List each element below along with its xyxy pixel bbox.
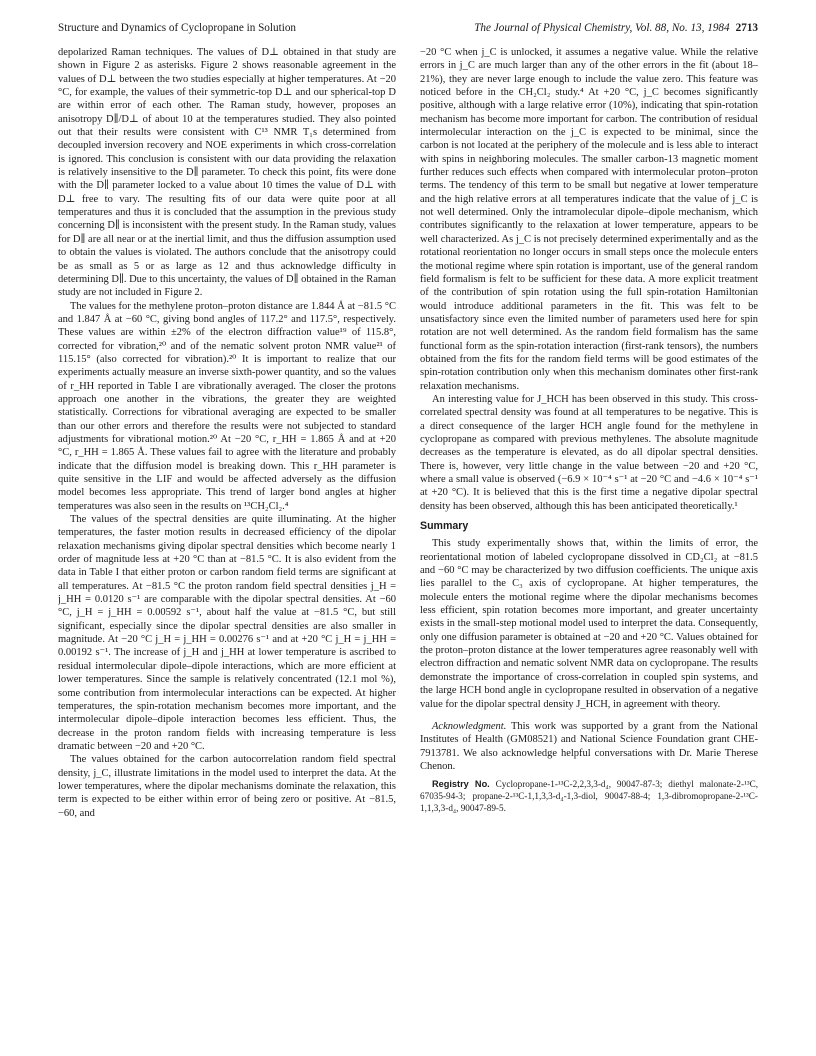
running-header xyxy=(58,20,758,36)
registry-text: Cyclopropane-1-¹³C-2,2,3,3-d₄, 90047-87-3; diethyl malonate-2-¹³C, 67035-94-3; propane-2-¹³C-1,1,3,3-d₄-1,3-diol, 90047-88-4; 1,3-dibromopropane-2-¹³C-1,1,3,3-d₄, 90047-89-5. xyxy=(420,779,758,814)
summary-heading: Summary xyxy=(420,520,469,533)
journal-name: The Journal of Physical Chemistry, Vol. 88, No. 13, 1984 xyxy=(474,22,730,34)
paragraph: The values of the spectral densities are quite illuminating. At the higher temperatures, the faster motion results in decreased efficiency of the dipolar relaxation mechanisms giving dipolar spectral densities which become nearly 1 order of magnitude less at +20 °C than at −81.5 °C. It is also evident from the data in Table I that either proton or carbon random field terms are significant at all temperatures. At −81.5 °C the proton random field spectral densities j_H = j_HH = 0.0120 s⁻¹ are comparable with the dipolar spectral densities. At −60 °C, j_H = j_HH = 0.00592 s⁻¹, about half the value at −81.5 °C, but still significant, especially since the dipolar spectral densities are also smaller in magnitude. At −20 °C j_H = j_HH = 0.00276 s⁻¹ and at +20 °C j_H = j_HH = 0.00192 s⁻¹. The increase of j_H and j_HH at lower temperature is ascribed to residual intermolecular dipole–dipole interactions, which are more efficient at lower temperatures. Since the sample is relatively concentrated (12.1 mol %), some contribution from intermolecular interactions can be expected. At higher temperatures, the spin-rotation mechanism becomes more important, and the intermolecular dipole–dipole interaction becomes less efficient. Thus, the decrease in the proton random fields with increasing temperature is less dramatic between −20 and +20 °C. xyxy=(58,514,396,752)
acknowledgment-label: Acknowledgment. xyxy=(432,720,507,732)
page-number: 2713 xyxy=(735,22,758,34)
paragraph: depolarized Raman techniques. The values of D⊥ obtained in that study are shown in Figure 2 as asterisks. Figure 2 shows reasonable agreement in the values of D⊥ between the two studies especially at higher temperatures. At −20 °C, for example, the values of their symmetric-top D⊥ and our spherical-top D are within error of each other. The Raman study, however, proposes an anisotropy D∥/D⊥ of about 10 at the temperatures studied. They also pointed out that their results were consistent with C¹³ NMR T₁s determined from decoupled inversion recovery and NOE experiments in which cross-correlation is ignored. This conclusion is consistent with our data providing the relaxation is relatively insensitive to the D∥ parameter. To check this point, fits were done with the D∥ parameter locked to a value about 10 times the value of D⊥ with D⊥ free to vary. The resulting fits of our data were quite poor at all temperatures and thus it is concluded that the assumption in the previous study concerning D∥ is inconsistent with the present study. In the Raman study, values for D∥ are all near or at the inertial limit, and thus the diffusion assumption used to obtain the values is violated. The authors conclude that the anisotropy could be as small as 5 or as large as 12 and thus acknowledge difficulty in determining D∥. Due to this uncertainty, the values of D∥ obtained in the Raman study are not included in Figure 2. xyxy=(58,47,396,299)
running-title: Structure and Dynamics of Cyclopropane in Solution xyxy=(58,22,297,34)
left-column xyxy=(58,46,396,1046)
paragraph: The values obtained for the carbon autocorrelation random field spectral density, j_C, illustrate limitations in the model used to interpret the data. At the lower temperatures, where the dipolar mechanisms dominate the relaxation, this term is expected to be either within error of being zero or positive. At −81.5, −60, and xyxy=(58,754,396,819)
journal-citation xyxy=(474,20,758,36)
summary-paragraph: This study experimentally shows that, within the limits of error, the reorientational motion of labeled cyclopropane dissolved in CD₂Cl₂ at −81.5 and −60 °C may be characterized by two diffusion coefficients. The unique axis lies parallel to the C₃ axis of cyclopropane. At higher temperatures, the molecule enters the motional regime where the dipolar mechanisms becomes less efficient, spin rotation becomes more important, and greater uncertainty exists in the small-step motional model used to interpret the data. Consequently, only one diffusion parameter is obtained at −20 and +20 °C. Values obtained for the proton–proton distance at the lower temperatures agree reasonably well with electron diffraction and nematic solvent NMR data on cyclopropane. The results demonstrate the importance of cross-correlation in coupled spin systems, and the large HCH bond angle in cyclopropane resulted in observation of a negative value for the dipolar spectral density J_HCH, in agreement with theory. xyxy=(420,538,758,710)
registry-numbers xyxy=(420,778,758,814)
paragraph: An interesting value for J_HCH has been observed in this study. This cross-correlated spectral density was found at all temperatures to be negative. This is a direct consequence of the larger HCH angle found for the methylene in cyclopropane as compared with previous methylenes. The absolute magnitude decreases as the temperature is elevated, as do all dipolar spectral densities. There is, however, very little change in the value between −20 and +20 °C, where a small value is observed (−6.9 × 10⁻⁴ s⁻¹ at −20 °C and −4.6 × 10⁻⁴ s⁻¹ at +20 °C). It is believed that this is the first time a negative dipolar spectral density has been observed, although this has been anticipated theoretically.¹ xyxy=(420,393,758,512)
registry-label: Registry No. xyxy=(432,779,490,790)
acknowledgment-text: This work was supported by a grant from the National Institutes of Health (GM08521) and National Science Foundation grant CHE-7913781. We also acknowledge helpful conversations with Dr. Marie Therese Chenon. xyxy=(420,720,758,772)
paragraph: −20 °C when j_C is unlocked, it assumes a negative value. While the relative errors in j_C are much larger than any of the other errors in the fit (about 18–21%), they are never large enough to include the value zero. This feature was noticed before in the CH₂Cl₂ study.⁴ At +20 °C, j_C becomes significantly positive, although with a large relative error (10%), indicating that spin-rotation mechanism has become more important for carbon. The contribution of residual intermolecular interaction on the j_C is expected to be minimal, since the carbon is not located at the periphery of the molecule and is less able to interact with spins in neighboring molecules. The smaller carbon-13 magnetic moment further reduces such effects when compared with intermolecular proton–proton terms. The tendency of this term to be small but negative at lower temperature and the high relative errors at all temperatures indicate that the value of j_C is not well determined. Only the intramolecular dipole–dipole mechanism, which contributes significantly to the relaxation at lower temperature, appears to be well characterized. As j_C is not precisely determined experimentally and as the rotational reorientation no longer occurs in small steps once the molecule enters the motional regime where spin rotation is important, use of the general random field formalism is felt to be sufficient for these data. A more explicit treatment of the contribution of spin rotation using the full spin-rotation Hamiltonian would introduce additional parameters in the fit. This was felt to be unsatisfactory since even the limited number of parameters used here for spin rotation are not well determined. As the random field formalism has the same functional form as the spin-rotation interaction (first-rank tensors), the numbers obtained from the fits for the random field terms will be good estimates of the spin-rotation contribution only when this mechanism dominates other first-rank relaxation mechanisms. xyxy=(420,47,758,392)
paragraph: The values for the methylene proton–proton distance are 1.844 Å at −81.5 °C and 1.847 Å at −60 °C, giving bond angles of 117.2° and 117.5°, respectively. These values are within ±2% of the electron diffraction value¹⁹ of 115.8°, corrected for vibration,²⁰ and of the nematic solvent proton NMR value²¹ of 115.15° (also corrected for vibration).²⁰ It is important to realize that our experiments actually measure an inverse sixth-power quantity, and so the values of r_HH reported in Table I are vibrationally averaged. The closer the protons approach one another in the vibrations, the greater they are weighted statistically. Corrections for vibrational averaging are expected to be smaller than our other errors and therefore the results were not subjected to standard adjustments for vibrational motion.²⁰ At −20 °C, r_HH = 1.865 Å and at +20 °C, r_HH = 1.865 Å. These values fail to agree with the literature and probably indicate that the diffusion model is breaking down. This r_HH parameter is quite sensitive in the LIF and would be affected adversely as the diffusion model becomes less appropriate. This trend of larger bond angles at higher temperatures was also seen in the results on ¹³CH₂Cl₂.⁴ xyxy=(58,300,396,512)
acknowledgment xyxy=(420,720,758,773)
right-column xyxy=(420,46,758,1046)
